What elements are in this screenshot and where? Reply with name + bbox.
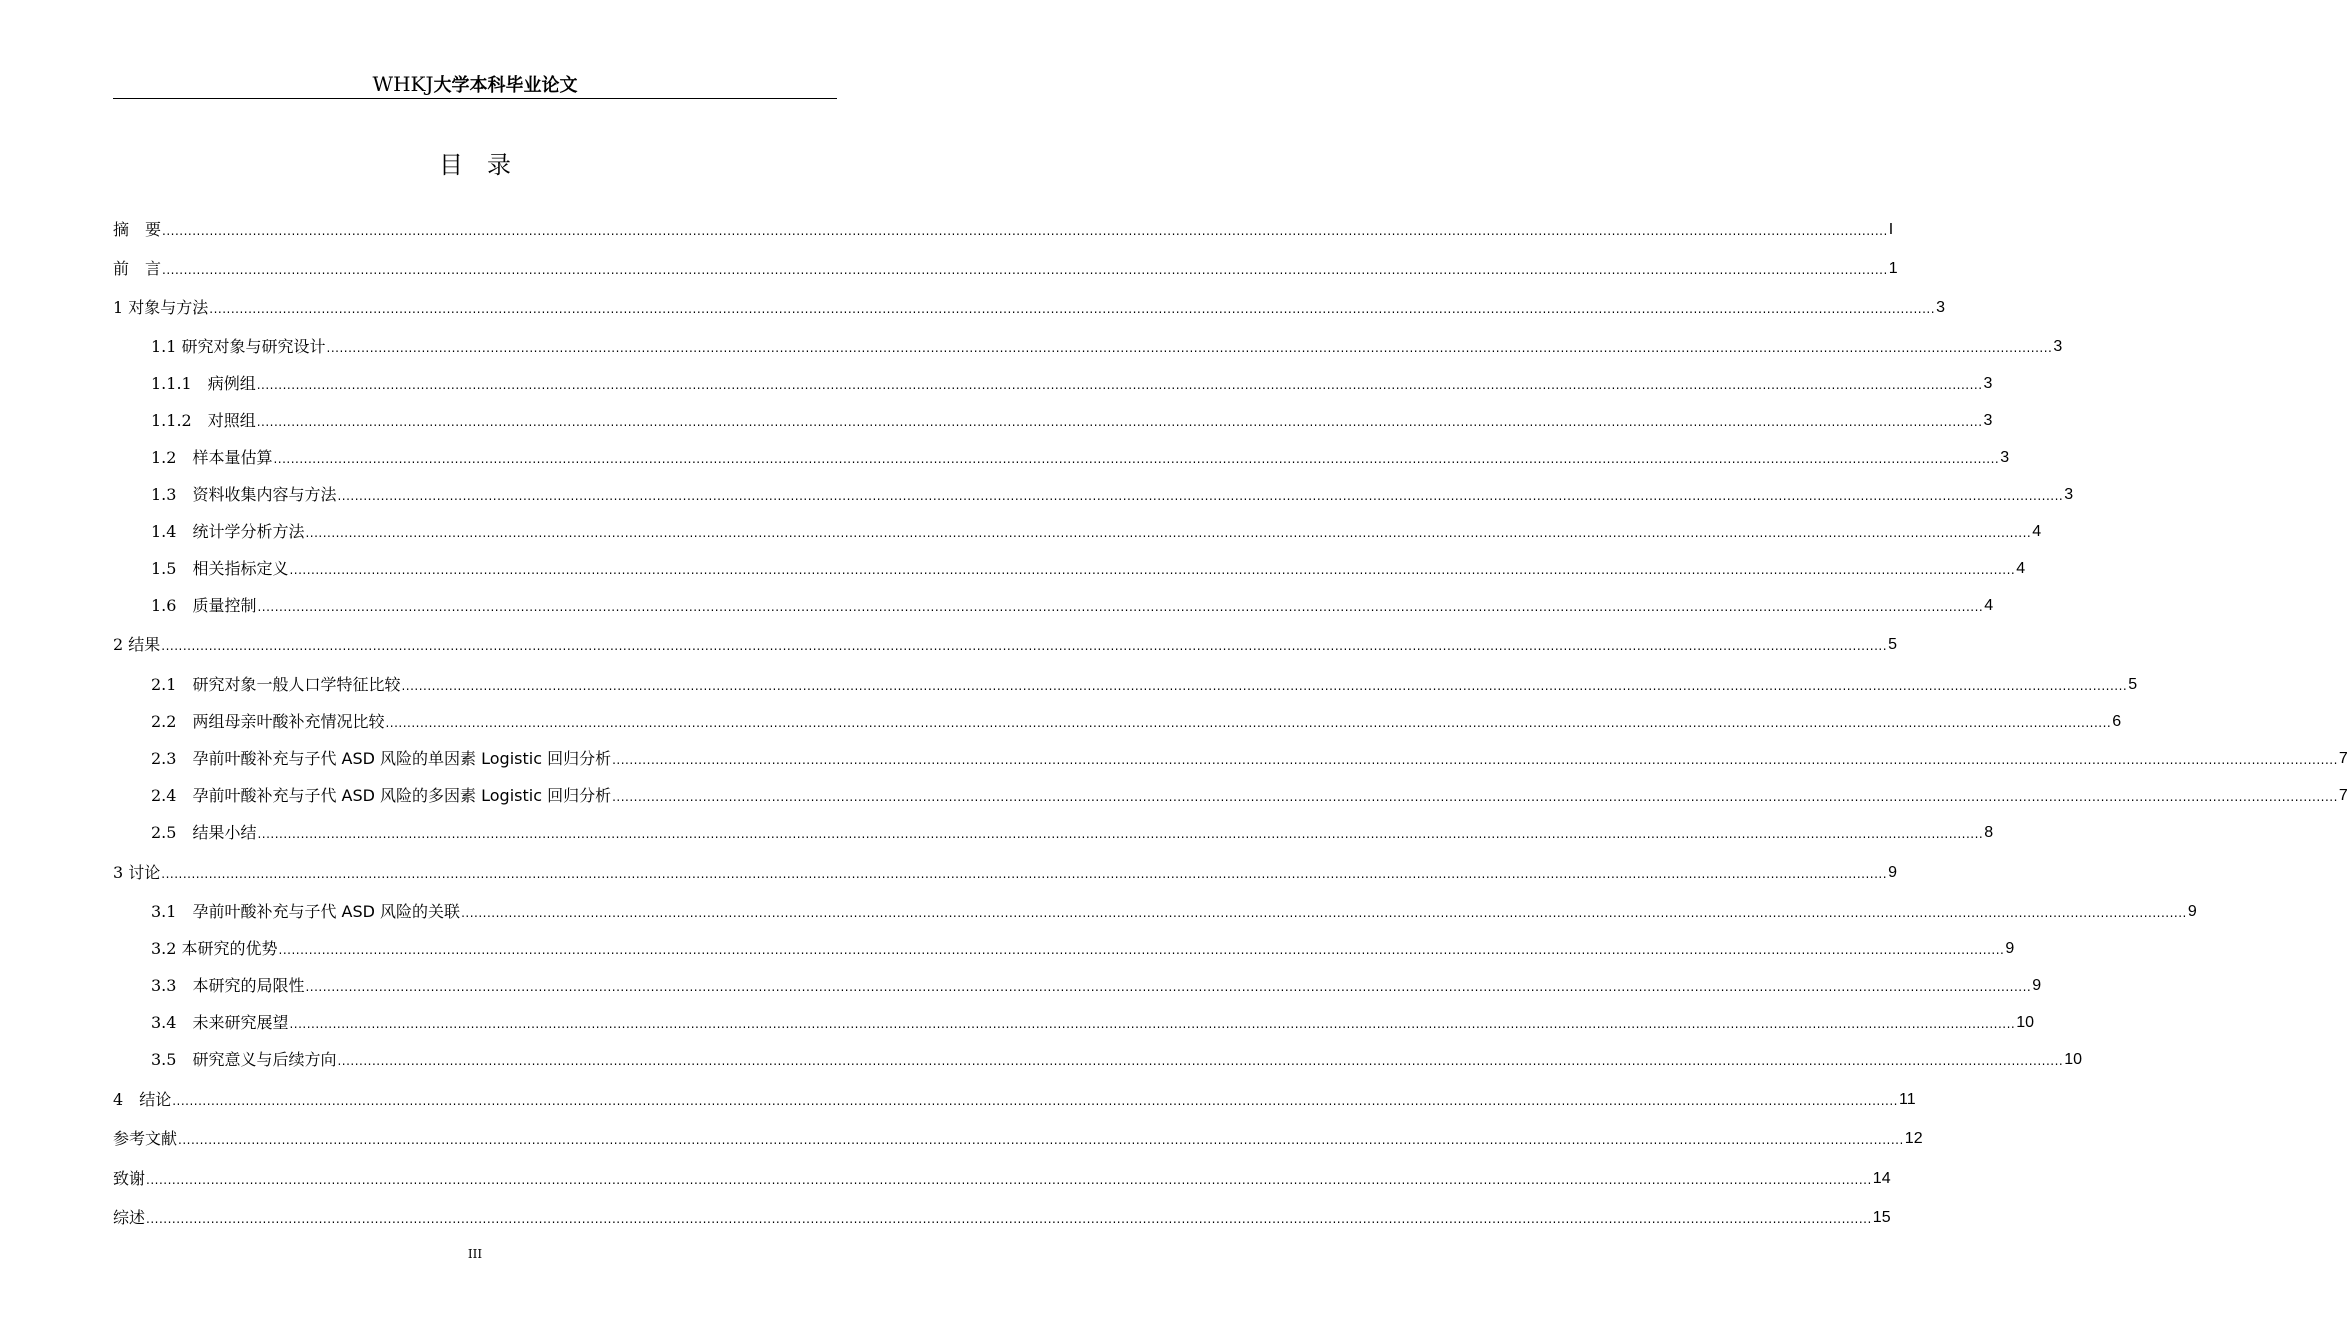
toc-entry-number: 3.4 xyxy=(151,1013,193,1032)
toc-dot-leader: ................................................................................................................................................................................................................................................................................................................................................................................................................ xyxy=(146,1212,1872,1226)
header-rule xyxy=(113,98,837,99)
toc-dot-leader: ................................................................................................................................................................................................................................................................................................................................................................................................................ xyxy=(305,526,2032,540)
toc-entry-title xyxy=(151,596,256,616)
toc-entry-label: 孕前叶酸补充与子代 ASD 风险的多因素 Logistic 回归分析 xyxy=(192,786,612,805)
toc-entry-number: 3.2 xyxy=(151,939,182,958)
toc-entry-number: 3.1 xyxy=(151,902,193,921)
toc-entry-title xyxy=(151,411,256,431)
toc-entry-page-number: 15 xyxy=(1872,1209,1891,1226)
toc-entry-page-number: 5 xyxy=(1888,636,1897,653)
toc-entry-label: 病例组 xyxy=(207,374,256,393)
toc-entry-label: 致谢 xyxy=(113,1169,146,1188)
toc-entry-number: 4 xyxy=(113,1090,140,1109)
toc-entry-label: 前 言 xyxy=(113,259,162,278)
toc-entry-label: 结果小结 xyxy=(192,823,257,842)
toc-entry[interactable] xyxy=(113,859,1897,883)
toc-dot-leader: ................................................................................................................................................................................................................................................................................................................................................................................................................ xyxy=(289,563,2016,577)
toc-entry-title xyxy=(151,448,272,468)
toc-entry-page-number: 12 xyxy=(1904,1130,1923,1147)
page-header xyxy=(113,70,837,98)
toc-dot-leader: ................................................................................................................................................................................................................................................................................................................................................................................................................ xyxy=(162,224,1888,238)
toc-dot-leader: ................................................................................................................................................................................................................................................................................................................................................................................................................ xyxy=(178,1133,1904,1147)
toc-entry-page-number: 3 xyxy=(1936,299,1945,316)
toc-entry-title xyxy=(151,1050,336,1070)
toc-entry-title xyxy=(113,298,208,318)
toc-entry[interactable] xyxy=(151,671,2138,695)
toc-dot-leader: ................................................................................................................................................................................................................................................................................................................................................................................................................ xyxy=(401,679,2128,693)
toc-entry[interactable] xyxy=(113,1125,1923,1149)
toc-entry-title xyxy=(151,374,256,394)
toc-dot-leader: ................................................................................................................................................................................................................................................................................................................................................................................................................ xyxy=(385,716,2112,730)
toc-entry-label: 未来研究展望 xyxy=(192,1013,289,1032)
toc-entry-label: 孕前叶酸补充与子代 ASD 风险的关联 xyxy=(192,902,461,921)
toc-entry[interactable] xyxy=(151,972,2042,996)
toc-entry-title xyxy=(113,1169,145,1189)
toc-entry-label: 统计学分析方法 xyxy=(192,522,305,541)
toc-entry[interactable] xyxy=(151,782,2348,806)
toc-entry[interactable] xyxy=(151,444,2010,468)
toc-entry-title xyxy=(151,749,611,769)
toc-entry-number: 1.2 xyxy=(151,448,193,467)
header-thesis-title: 大学本科毕业论文 xyxy=(433,75,578,96)
toc-entry-number: 2.4 xyxy=(151,786,193,805)
toc-dot-leader: ................................................................................................................................................................................................................................................................................................................................................................................................................ xyxy=(273,452,2000,466)
toc-entry-number: 2.1 xyxy=(151,675,193,694)
toc-entry-page-number: 3 xyxy=(1983,375,1993,392)
toc-entry-title xyxy=(151,337,326,357)
toc-entry[interactable] xyxy=(151,481,2074,505)
toc-entry-number: 1.3 xyxy=(151,485,193,504)
toc-entry-page-number: 4 xyxy=(1984,597,1994,614)
page-title: 目录 xyxy=(439,151,535,179)
toc-entry[interactable] xyxy=(151,898,2197,922)
toc-entry-page-number: 14 xyxy=(1872,1170,1891,1187)
toc-entry-number: 1.5 xyxy=(151,559,193,578)
toc-dot-leader: ................................................................................................................................................................................................................................................................................................................................................................................................................ xyxy=(256,378,1983,392)
toc-entry[interactable] xyxy=(151,745,2348,769)
toc-entry[interactable] xyxy=(113,255,1898,279)
toc-entry[interactable] xyxy=(151,518,2042,542)
toc-entry-label: 样本量估算 xyxy=(192,448,273,467)
toc-entry-page-number: 10 xyxy=(2016,1014,2035,1031)
toc-entry-page-number: 4 xyxy=(2016,560,2026,577)
toc-entry-page-number: 9 xyxy=(1888,864,1897,881)
toc-entry-title xyxy=(151,559,288,579)
toc-entry-page-number: 3 xyxy=(2064,486,2074,503)
toc-entry-number: 3.5 xyxy=(151,1050,193,1069)
toc-dot-leader: ................................................................................................................................................................................................................................................................................................................................................................................................................ xyxy=(461,906,2187,920)
toc-entry-title xyxy=(151,823,256,843)
toc-entry[interactable] xyxy=(113,1165,1891,1189)
toc-entry-label: 结论 xyxy=(139,1090,172,1109)
toc-entry-title xyxy=(151,976,304,996)
toc-entry-page-number: I xyxy=(1888,221,1894,238)
header-university-code: WHKJ xyxy=(372,72,434,96)
toc-entry[interactable] xyxy=(151,592,1994,616)
toc-entry[interactable] xyxy=(151,333,2063,357)
toc-entry-number: 2.5 xyxy=(151,823,193,842)
toc-dot-leader: ................................................................................................................................................................................................................................................................................................................................................................................................................ xyxy=(257,827,1984,841)
toc-entry-label: 相关指标定义 xyxy=(192,559,289,578)
toc-entry-number: 1.1.2 xyxy=(151,411,208,430)
toc-entry-title xyxy=(151,712,384,732)
toc-entry[interactable] xyxy=(151,935,2015,959)
toc-entry-page-number: 9 xyxy=(2005,940,2015,957)
toc-entry-label: 对照组 xyxy=(207,411,256,430)
toc-entry-page-number: 9 xyxy=(2032,977,2042,994)
toc-dot-leader: ................................................................................................................................................................................................................................................................................................................................................................................................................ xyxy=(337,1054,2064,1068)
toc-entry-page-number: 8 xyxy=(1984,824,1994,841)
toc-entry-title xyxy=(151,522,304,542)
toc-dot-leader: ................................................................................................................................................................................................................................................................................................................................................................................................................ xyxy=(257,600,1984,614)
toc-entry-page-number: 10 xyxy=(2064,1051,2083,1068)
toc-entry-number: 1.1 xyxy=(151,337,182,356)
toc-dot-leader: ................................................................................................................................................................................................................................................................................................................................................................................................................ xyxy=(612,753,2338,767)
toc-entry[interactable] xyxy=(113,1086,1916,1110)
toc-entry[interactable] xyxy=(151,407,1993,431)
toc-entry-number: 1.6 xyxy=(151,596,193,615)
toc-entry-page-number: 6 xyxy=(2112,713,2122,730)
toc-entry-title xyxy=(113,259,161,279)
toc-entry-number: 1.1.1 xyxy=(151,374,208,393)
toc-entry-number: 1 xyxy=(113,298,129,317)
toc-entry-number: 3.3 xyxy=(151,976,193,995)
toc-entry-label: 参考文献 xyxy=(113,1129,178,1148)
toc-entry-title xyxy=(113,1090,171,1110)
toc-entry-title xyxy=(113,1208,145,1228)
toc-entry-number: 2.3 xyxy=(151,749,193,768)
toc-entry-title xyxy=(113,635,160,655)
toc-dot-leader: ................................................................................................................................................................................................................................................................................................................................................................................................................ xyxy=(172,1094,1898,1108)
toc-entry-label: 研究对象与研究设计 xyxy=(181,337,326,356)
toc-entry-title xyxy=(151,786,611,806)
toc-dot-leader: ................................................................................................................................................................................................................................................................................................................................................................................................................ xyxy=(326,341,2053,355)
toc-entry-number: 2.2 xyxy=(151,712,193,731)
toc-entry-title xyxy=(151,939,278,959)
toc-entry-label: 两组母亲叶酸补充情况比较 xyxy=(192,712,385,731)
toc-dot-leader: ................................................................................................................................................................................................................................................................................................................................................................................................................ xyxy=(161,867,1888,881)
toc-entry-title xyxy=(151,485,336,505)
toc-entry[interactable] xyxy=(151,819,1994,843)
toc-entry-page-number: 3 xyxy=(1983,412,1993,429)
toc-dot-leader: ................................................................................................................................................................................................................................................................................................................................................................................................................ xyxy=(161,639,1888,653)
toc-entry-page-number: 3 xyxy=(2053,338,2063,355)
toc-entry[interactable] xyxy=(151,555,2026,579)
toc-dot-leader: ................................................................................................................................................................................................................................................................................................................................................................................................................ xyxy=(337,489,2064,503)
toc-dot-leader: ................................................................................................................................................................................................................................................................................................................................................................................................................ xyxy=(612,790,2338,804)
toc-entry-page-number: 7 xyxy=(2338,787,2348,804)
toc-entry[interactable] xyxy=(151,370,1993,394)
toc-entry-label: 结果 xyxy=(128,635,161,654)
toc-entry[interactable] xyxy=(151,708,2122,732)
toc-entry-title xyxy=(113,1129,177,1149)
toc-entry-page-number: 11 xyxy=(1898,1091,1916,1108)
toc-entry-page-number: 4 xyxy=(2032,523,2042,540)
toc-entry[interactable] xyxy=(151,1009,2035,1033)
toc-entry-page-number: 7 xyxy=(2338,750,2348,767)
toc-entry-label: 本研究的局限性 xyxy=(192,976,305,995)
toc-entry-page-number: 9 xyxy=(2187,903,2197,920)
toc-dot-leader: ................................................................................................................................................................................................................................................................................................................................................................................................................ xyxy=(305,980,2032,994)
toc-entry-page-number: 3 xyxy=(2000,449,2010,466)
toc-entry[interactable] xyxy=(113,216,1894,240)
toc-entry-label: 综述 xyxy=(113,1208,146,1227)
toc-dot-leader: ................................................................................................................................................................................................................................................................................................................................................................................................................ xyxy=(146,1173,1872,1187)
toc-entry-page-number: 1 xyxy=(1888,260,1898,277)
toc-entry-label: 摘 要 xyxy=(113,220,162,239)
toc-entry-label: 质量控制 xyxy=(192,596,257,615)
toc-entry-number: 2 xyxy=(113,635,129,654)
toc-entry-number: 1.4 xyxy=(151,522,193,541)
toc-dot-leader: ................................................................................................................................................................................................................................................................................................................................................................................................................ xyxy=(278,943,2005,957)
toc-entry-label: 本研究的优势 xyxy=(181,939,278,958)
toc-dot-leader: ................................................................................................................................................................................................................................................................................................................................................................................................................ xyxy=(162,263,1888,277)
page-number: III xyxy=(467,1247,483,1261)
toc-entry-label: 研究意义与后续方向 xyxy=(192,1050,337,1069)
toc-dot-leader: ................................................................................................................................................................................................................................................................................................................................................................................................................ xyxy=(209,302,1936,316)
toc-entry[interactable] xyxy=(113,631,1897,655)
toc-entry-page-number: 5 xyxy=(2128,676,2138,693)
toc-entry-label: 讨论 xyxy=(128,863,161,882)
toc-dot-leader: ................................................................................................................................................................................................................................................................................................................................................................................................................ xyxy=(289,1017,2016,1031)
toc-entry[interactable] xyxy=(151,1046,2083,1070)
toc-entry[interactable] xyxy=(113,294,1945,318)
toc-entry-label: 对象与方法 xyxy=(128,298,209,317)
toc-entry-title xyxy=(113,220,161,240)
toc-entry-label: 研究对象一般人口学特征比较 xyxy=(192,675,401,694)
toc-dot-leader: ................................................................................................................................................................................................................................................................................................................................................................................................................ xyxy=(256,415,1983,429)
toc-entry-title xyxy=(151,675,400,695)
toc-entry-title xyxy=(113,863,160,883)
toc-entry-number: 3 xyxy=(113,863,129,882)
toc-entry-label: 资料收集内容与方法 xyxy=(192,485,337,504)
toc-entry-label: 孕前叶酸补充与子代 ASD 风险的单因素 Logistic 回归分析 xyxy=(192,749,612,768)
toc-entry-title xyxy=(151,1013,288,1033)
toc-entry[interactable] xyxy=(113,1204,1891,1228)
toc-entry-title xyxy=(151,902,460,922)
